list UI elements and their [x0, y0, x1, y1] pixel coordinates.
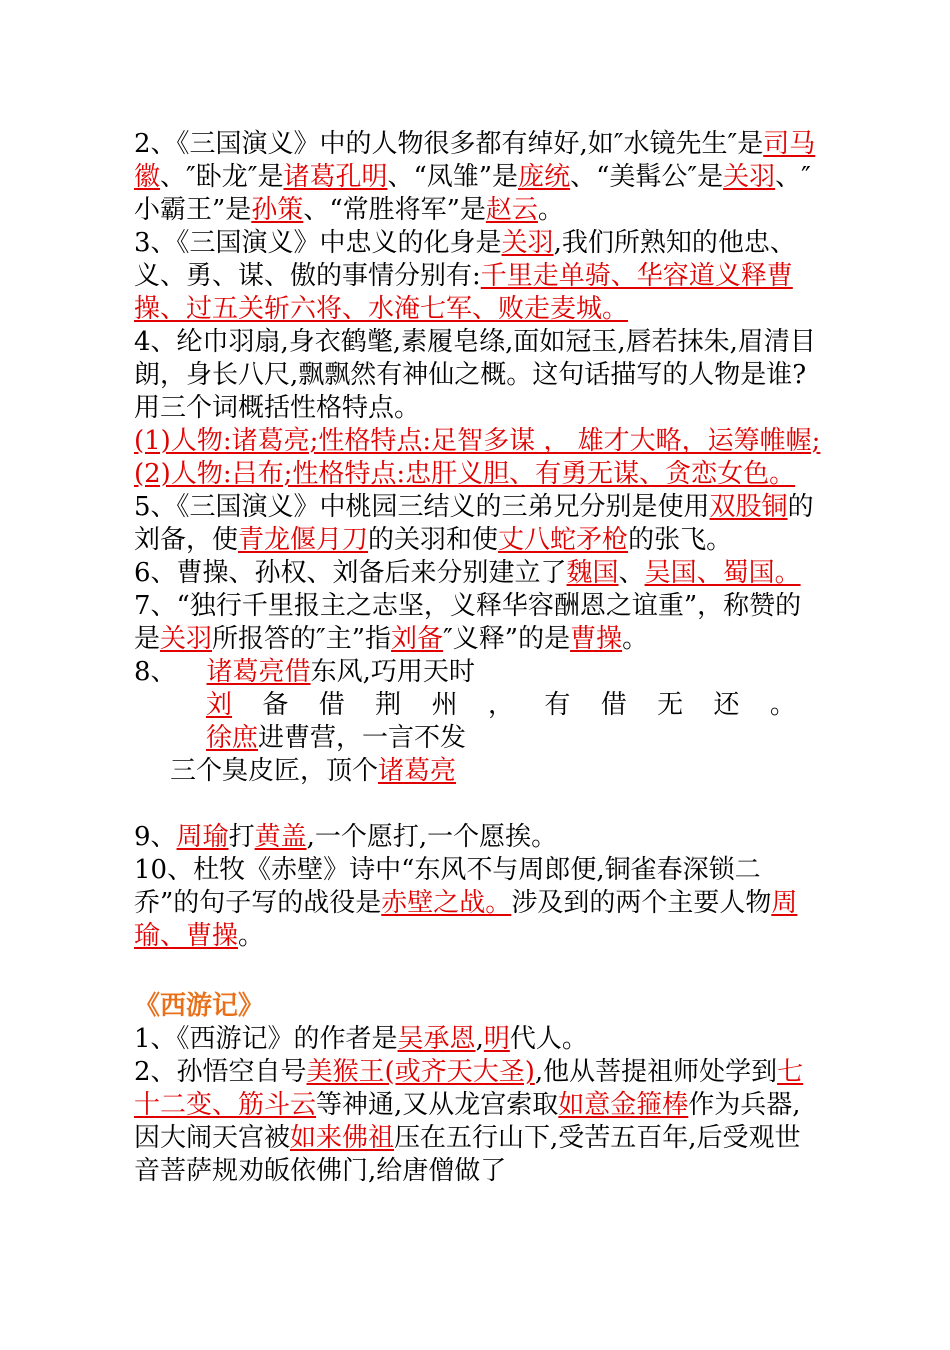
q8-char: 借 [600, 690, 627, 720]
q10-text: 。 [238, 921, 265, 951]
section-title-xiyouji: 《西游记》 [134, 991, 265, 1021]
question-4-answer [134, 425, 824, 491]
question-2 [134, 128, 824, 227]
q2-text: 、“常胜将军”是 [303, 195, 486, 225]
q2-text: 2、《三国演义》中的人物很多都有绰好,如″水镜先生″是 [134, 129, 764, 159]
q7-text: 。 [622, 624, 649, 654]
q8-text: 进曹营，一言不发 [258, 723, 467, 753]
answer-pang-tong: 庞统 [518, 162, 571, 192]
q7-text: ″义释”的是 [443, 624, 571, 654]
q8-char: 有 [544, 690, 571, 720]
q6-text: 、 [618, 558, 645, 588]
question-6 [134, 557, 824, 590]
xyj-q1-text: 代人。 [509, 1024, 588, 1054]
q8-char: ， [487, 690, 514, 720]
q5-text: 的张飞。 [628, 525, 733, 555]
question-10 [134, 854, 824, 953]
xyj-q2-text: ,他从菩提祖师处学到 [534, 1057, 778, 1087]
answer-skills: 七十二变、筋斗云 [134, 1057, 804, 1120]
q8-char: 无 [657, 690, 684, 720]
answer-cao-cao: 曹操 [570, 624, 623, 654]
question-9 [134, 821, 824, 854]
answer-guan-yu: 关羽 [160, 624, 213, 654]
q10-text: 10、杜牧《赤壁》诗中“东风不与周郎便,铜雀春深锁二乔”的句子写的战役是 [134, 855, 761, 918]
q8-number: 8、 [134, 657, 177, 687]
q5-text: 的关羽和使 [368, 525, 499, 555]
question-7 [134, 590, 824, 656]
q6-text: 6、曹操、孙权、刘备后来分别建立了 [134, 558, 567, 588]
answer-zhang-fei-weapon: 丈八蛇矛枪 [498, 525, 629, 555]
q9-text: 打 [228, 822, 255, 852]
spacer [134, 788, 824, 821]
question-8-line-4 [134, 755, 824, 788]
answer-monkey-king: 美猴王(或齐天大圣) [306, 1057, 535, 1087]
xyj-q1-text: 1、《西游记》的作者是 [134, 1024, 398, 1054]
answer-sun-ce: 孙策 [251, 195, 304, 225]
answer-guan-yu: 关羽 [501, 228, 554, 258]
xiyouji-question-2 [134, 1056, 824, 1188]
xiyouji-question-1 [134, 1023, 824, 1056]
answer-buddha: 如来佛祖 [290, 1123, 395, 1153]
q9-text: 9、 [134, 822, 177, 852]
question-8-line-1 [134, 656, 824, 689]
answer-characters: (1)人物:诸葛亮;性格特点:足智多谋 ， 雄才大略，运筹帷幄;(2)人物:吕布;性格特点:忠肝义胆、有勇无谋、贪恋女色。 [134, 426, 821, 489]
q8-text: 东风,巧用天时 [310, 657, 475, 687]
answer-zhuge-liang: 诸葛亮 [378, 756, 457, 786]
q9-text: ,一个愿打,一个愿挨。 [306, 822, 558, 852]
q8-char: 备 [262, 690, 289, 720]
answer-guan-yu: 关羽 [723, 162, 776, 192]
answer-zhuge-kongming: 诸葛孔明 [283, 162, 388, 192]
answer-wu-shu: 吴国、蜀国。 [644, 558, 801, 588]
answer-zhuge-liang-borrow: 诸葛亮借 [206, 657, 311, 687]
question-3 [134, 227, 824, 326]
q2-text: 。 [537, 195, 564, 225]
q7-text: 所报答的″主”指 [212, 624, 392, 654]
q5-text: 5、《三国演义》中桃园三结义的三弟兄分别是使用 [134, 492, 710, 522]
q3-text: 3、《三国演义》中忠义的化身是 [134, 228, 502, 258]
answer-xu-shu: 徐庶 [206, 723, 259, 753]
q8-char: 还 [713, 690, 740, 720]
q8-char: 州 [431, 690, 458, 720]
q10-text: 涉及到的两个主要人物 [511, 888, 772, 918]
q5-text: 的刘备，使 [134, 492, 814, 555]
answer-golden-staff: 如意金箍棒 [558, 1090, 689, 1120]
q8-text: 三个臭皮匠，顶个 [170, 756, 379, 786]
answer-wei: 魏国 [566, 558, 619, 588]
xyj-q2-text: 2、孙悟空自号 [134, 1057, 307, 1087]
answer-sima-hui: 司马徽 [134, 129, 816, 192]
q8-char: 借 [318, 690, 345, 720]
xyj-q1-text: , [475, 1024, 484, 1054]
xyj-q2-text: 作为兵器,因大闹天宫被 [134, 1090, 801, 1153]
document-page [134, 128, 824, 1188]
question-8-line-2 [134, 689, 796, 722]
q2-text: 、“美髯公″是 [570, 162, 724, 192]
answer-liu-bei: 刘备 [391, 624, 444, 654]
answer-wu-chengen: 吴承恩 [397, 1024, 476, 1054]
answer-huang-gai: 黄盖 [254, 822, 307, 852]
q8-char: 。 [769, 690, 796, 720]
question-5 [134, 491, 824, 557]
answer-zhou-yu-cao-cao: 周瑜、曹操 [134, 888, 798, 951]
q2-text: 、″小霸王”是 [134, 162, 811, 225]
question-4 [134, 326, 824, 425]
question-8-line-3 [134, 722, 824, 755]
answer-zhao-yun: 赵云 [485, 195, 538, 225]
q8-char: 荆 [375, 690, 402, 720]
answer-guan-yu-weapon: 青龙偃月刀 [238, 525, 369, 555]
q7-text: 7、“独行千里报主之志坚，义释华容酬恩之谊重”，称赞的是 [134, 591, 802, 654]
answer-liu: 刘 [206, 690, 233, 720]
answer-guan-yu-deeds: 千里走单骑、华容道义释曹操、过五关斩六将、水淹七军、败走麦城。 [134, 261, 793, 324]
q4-text: 4、纶巾羽扇,身衣鹤氅,素履皂绦,面如冠玉,唇若抹朱,眉清目朗，身长八尺,飘飘然有神仙之概。这句话描写的人物是谁?用三个词概括性格特点。 [134, 327, 816, 423]
xyj-q2-text: 压在五行山下,受苦五百年,后受观世音菩萨规劝皈依佛门,给唐僧做了 [134, 1123, 801, 1186]
answer-ming: 明 [483, 1024, 510, 1054]
q2-text: 、″卧龙″是 [160, 162, 284, 192]
xyj-q2-text: 等神通,又从龙宫索取 [316, 1090, 559, 1120]
answer-liu-bei-weapon: 双股铜 [709, 492, 788, 522]
q2-text: 、“凤雏”是 [387, 162, 519, 192]
spacer [134, 953, 824, 986]
answer-zhou-yu: 周瑜 [176, 822, 229, 852]
answer-chibi-battle: 赤壁之战。 [381, 888, 512, 918]
q3-text: ,我们所熟知的他忠、义、勇、谋、傲的事情分别有: [134, 228, 796, 291]
